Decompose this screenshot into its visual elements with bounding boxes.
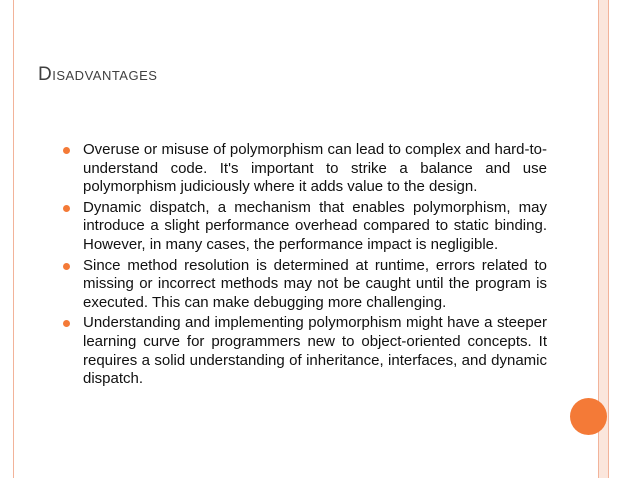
bullet-text: Understanding and implementing polymorphism might have a steeper learning curve for programmers new to object-oriented concepts. It requires a solid understanding of inheritance, interfaces, and dynamic dispatch. bbox=[83, 314, 547, 388]
accent-circle-decoration bbox=[570, 398, 607, 435]
bullet-icon bbox=[63, 147, 70, 154]
bullet-item bbox=[63, 199, 547, 255]
bullet-item bbox=[63, 314, 547, 388]
bullet-item bbox=[63, 141, 547, 197]
left-frame-line bbox=[13, 0, 14, 478]
bullet-text: Overuse or misuse of polymorphism can lead to complex and hard-to-understand code. It's important to strike a balance and use polymorphism judiciously where it adds value to the design. bbox=[83, 141, 547, 196]
bullet-list bbox=[63, 141, 547, 391]
right-frame-line-outer bbox=[608, 0, 609, 478]
slide-title: Disadvantages bbox=[38, 64, 158, 85]
bullet-icon bbox=[63, 320, 70, 327]
bullet-text: Since method resolution is determined at runtime, errors related to missing or incorrect methods may not be caught until the program is executed. This can make debugging more challenging. bbox=[83, 256, 547, 311]
bullet-item bbox=[63, 257, 547, 313]
bullet-icon bbox=[63, 263, 70, 270]
bullet-icon bbox=[63, 205, 70, 212]
bullet-text: Dynamic dispatch, a mechanism that enables polymorphism, may introduce a slight performance overhead compared to static binding. However, in many cases, the performance impact is negligible. bbox=[83, 198, 547, 253]
